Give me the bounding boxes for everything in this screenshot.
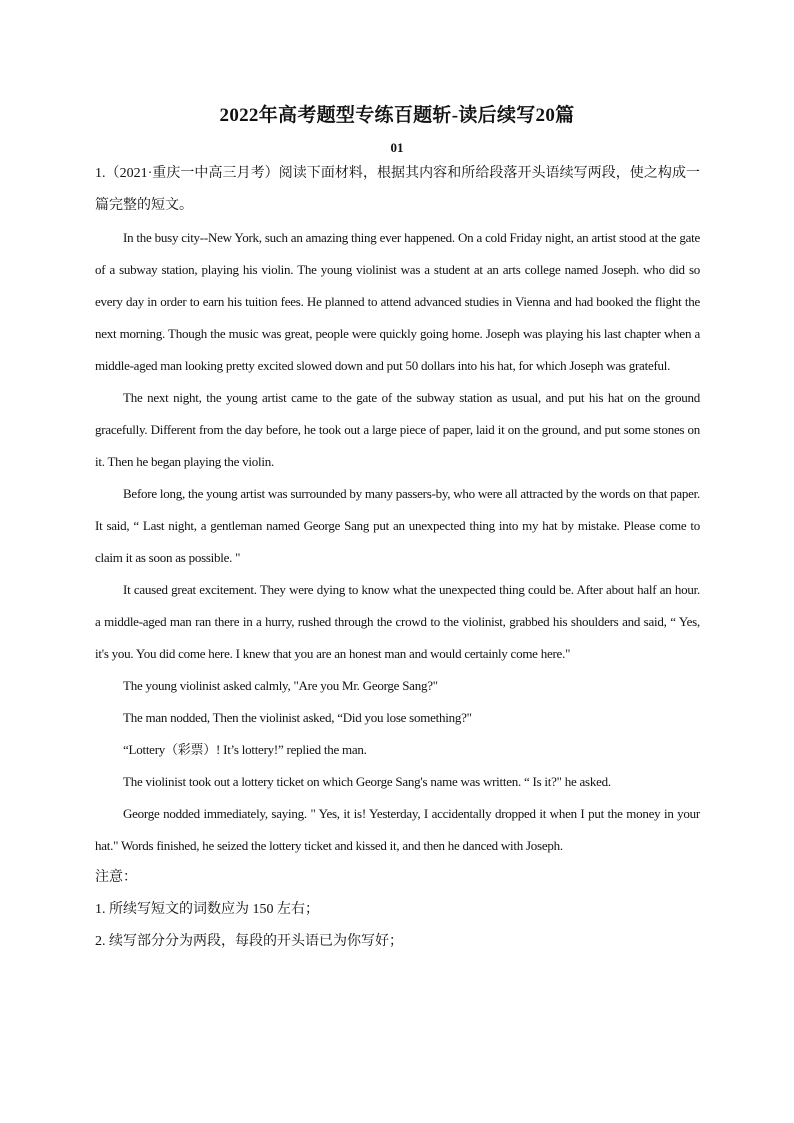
section-number: 01 [390,140,404,155]
notes-heading: 注意： [95,870,137,885]
story-paragraph: The next night, the young artist came to the gate of the subway station as usual, and put his hat on the ground gracefully. Different from the day before, he took out a large piece of paper, laid it on the ground, and put some stones on it. Then he began playing the violin. [95,390,700,469]
note-item: 1. 所续写短文的词数应为 150 左右； [95,902,319,917]
story-paragraph: The man nodded, Then the violinist asked, “Did you lose something?" [123,710,472,725]
story-paragraph: In the busy city--New York, such an amazing thing ever happened. On a cold Friday night, an artist stood at the gate of a subway station, playing his violin. The young violinist was a student at an arts college named Joseph. who did so every day in order to earn his tuition fees. He planned to attend advanced studies in Vienna and had booked the flight the next morning. Though the music was great, people were quickly going home. Joseph was playing his last chapter when a middle-aged man looking pretty excited slowed down and put 50 dollars into his hat, for which Joseph was grateful. [95,230,700,373]
story-paragraph: The young violinist asked calmly, "Are you Mr. George Sang?" [123,678,438,693]
story-paragraph: George nodded immediately, saying. " Yes, it is! Yesterday, I accidentally dropped it when I put the money in your hat." Words finished, he seized the lottery ticket and kissed it, and then he danced with Joseph. [95,806,700,853]
note-item: 2. 续写部分分为两段，每段的开头语已为你写好； [95,934,403,949]
question-intro: 1.（2021·重庆一中高三月考）阅读下面材料，根据其内容和所给段落开头语续写两段，使之构成一篇完整的短文。 [95,166,700,213]
story-paragraph: It caused great excitement. They were dying to know what the unexpected thing could be. After about half an hour. a middle-aged man ran there in a hurry, rushed through the crowd to the violinist, grabbed his shoulders and said, “ Yes, it's you. You did come here. I knew that you are an honest man and would certainly come here." [95,582,700,661]
document-body [95,158,700,958]
story-paragraph: “Lottery（彩票）! It’s lottery!” replied the man. [123,742,367,757]
page-title: 2022年高考题型专练百题斩-读后续写20篇 [219,105,575,126]
story-paragraph: Before long, the young artist was surrounded by many passers-by, who were all attracted by the words on that paper. It said, “ Last night, a gentleman named George Sang put an unexpected thing into my hat by mistake. Please come to claim it as soon as possible. " [95,486,700,565]
story-paragraph: The violinist took out a lottery ticket on which George Sang's name was written. “ Is it?" he asked. [123,774,611,789]
